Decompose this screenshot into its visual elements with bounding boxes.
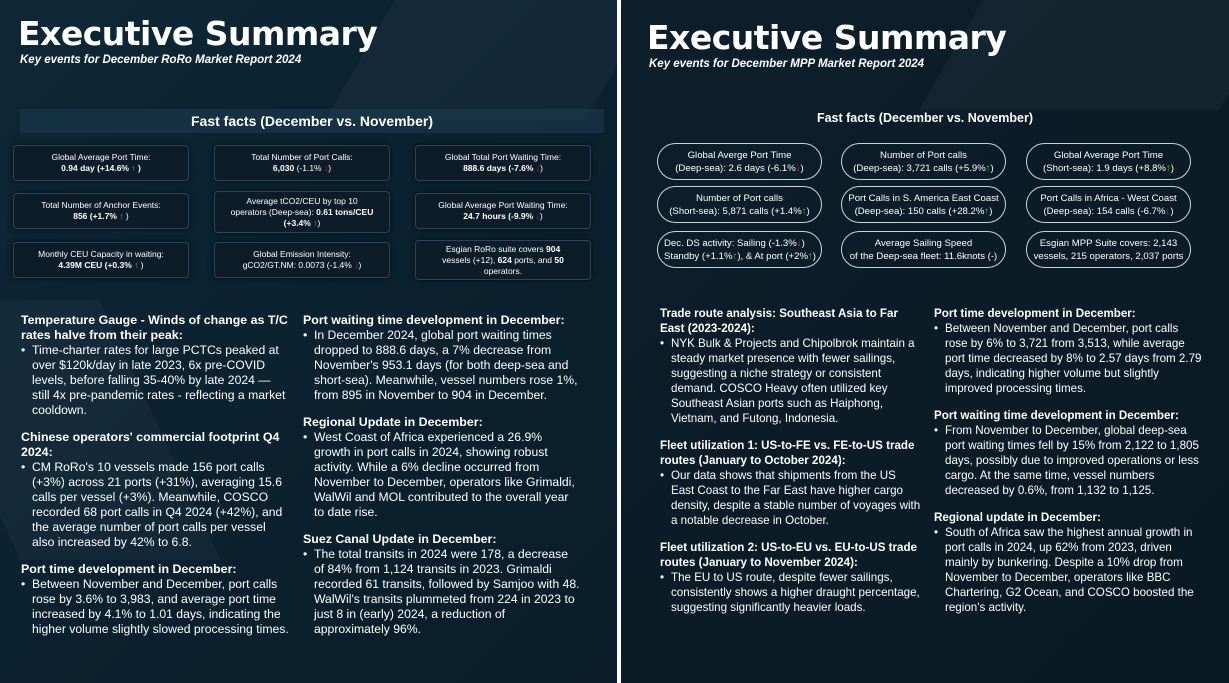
pill-value: vessels, 215 operators, 2,037 ports [1033,250,1184,262]
fact-label: Global Total Port Waiting Time: [444,152,562,162]
arrow-up-icon: ↑ [984,205,990,217]
section [21,430,289,550]
section-bullet: • Time-charter rates for large PCTCs peaked at over $120k/day in late 2023, 6x pre-COVID levels, before falling 35-40% by late 2024 — still 4x pre-pandemic rates - reflecting a market cooldown. [21,343,289,418]
pill-label: Esgian MPP Suite covers: 2,143 [1039,237,1178,249]
arrow-up-icon: ↑ [131,163,136,173]
section-bullet: • NYK Bulk & Projects and Chipolbrok maintain a steady market presence with fewer sailings, suggesting a niche strategy or consistent demand. COSCO Heavy often utilized key Southeast Asian ports such as Haiphong, Vietnam, and Futong, Indonesia. [660,336,922,426]
section-heading: Regional Update in December: [303,415,483,429]
fact-pill-s-america-east-coast: Port Calls in S. America East Coast (Deep-sea): 150 calls (+28.2%↑) [841,186,1006,223]
pill-value: (Deep-sea): 154 calls (-6.7% [1043,205,1166,217]
fact-value: 0.61 tons/CEU [316,206,374,217]
pill-label: Number of Port calls [696,192,783,204]
section [660,438,922,528]
section [303,415,581,520]
section-bullet: • CM RoRo's 10 vessels made 156 port calls (+3%) across 21 ports (+31%), averaging 15.6 calls per vessel (+3%). Meanwhile, COSCO recorded 68 port calls in Q4 2024 (+42%), and the average number of port calls per vessel also increased by 42% to 6.8. [21,460,289,550]
page-title: Executive Summary [647,18,1007,57]
section-bullet: • In December 2024, global port waiting times dropped to 888.6 days, a 7% decrease from November's 953.1 days (for both deep-sea and short-sea). Meanwhile, vessel numbers rose 1%, from 895 in November to 904 in December. [303,328,581,403]
section-bullet: • Our data shows that shipments from the US East Coast to the Far East have higher cargo density, despite a stable number of voyages with a notable decrease in October. [660,468,922,528]
section [934,408,1204,498]
pill-value: ), & At port (+2% [737,250,808,262]
section [303,313,581,403]
section-heading: Port waiting time development in December: [934,409,1179,422]
fact-label: Global Average Port Waiting Time: [438,200,568,210]
fact-card-anchor-events: Total Number of Anchor Events: 856 (+1.7% ↑ ) [13,193,189,229]
section-heading: Fleet utilization 2: US-to-EU vs. EU-to-US trade routes (January to November 2024): [660,541,918,569]
arrow-up-icon: ↑ [313,217,318,228]
arrow-up-icon: ↑ [119,211,124,221]
fact-pill-shortsea-port-calls: Number of Port calls (Short-sea): 5,871 calls (+1.4%↑) [657,186,822,223]
fact-label: Global Average Port Time: [51,152,151,162]
pill-value: Standby (+1.1% [664,250,733,262]
operator-count: 50 [554,254,564,265]
left-column-1 [21,313,289,649]
section [21,562,289,637]
fact-pill-shortsea-port-time: Global Average Port Time (Short-sea): 1.9 days (+8.8%↑) [1026,143,1191,180]
fast-facts-heading: Fast facts (December vs. November) [816,111,1034,125]
arrow-up-icon: ↑ [801,205,807,217]
section-heading: Port time development in December: [21,562,237,576]
fact-label: Total Number of Anchor Events: [41,200,161,210]
fast-facts-heading: Fast facts (December vs. November) [20,109,604,133]
arrow-down-icon: ↓ [796,237,802,249]
fact-label: Global Emission Intensity: [253,249,351,259]
fact-label: Average tCO2/CEU by top 10 [246,195,358,206]
pill-value: (Short-sea): 5,871 calls (+1.4% [669,205,802,217]
left-column-2 [303,313,581,649]
fact-card-tco2-ceu: Average tCO2/CEU by top 10 operators (Deep-sea): 0.61 tons/CEU (+3.4% ↑) [214,191,390,233]
page-subtitle: Key events for December MPP Market Report 2024 [649,58,925,70]
fact-text: ports, and [511,254,555,265]
section [303,532,581,637]
fact-card-avg-waiting-time: Global Average Port Waiting Time: 24.7 hours (-9.9% ↓) [415,193,591,229]
fact-label-2: operators (Deep-sea): [230,206,317,217]
arrow-down-icon: ↓ [1165,205,1171,217]
fact-card-emission-intensity: Global Emission Intensity: gCO2/GT.NM: 0.0073 (-1.4% ↓) [214,242,390,278]
arrow-down-icon: ↓ [354,260,359,270]
section-heading: Fleet utilization 1: US-to-FE vs. FE-to-US trade routes (January to October 2024): [660,439,915,467]
arrow-down-icon: ↓ [535,163,541,173]
pill-label: Port Calls in S. America East Coast [848,192,999,204]
pill-label: Port Calls in Africa - West Coast [1040,192,1177,204]
section [660,540,922,615]
pill-label: Number of Port calls [880,149,967,161]
right-column-1 [660,306,922,627]
fact-label: Total Number of Port Calls: [251,152,353,162]
fact-pill-sailing-speed [841,231,1006,268]
section-bullet: • From November to December, global deep-sea port waiting times fell by 15% from 2,122 to 1,805 days, possibly due to improved operations or less cargo. At the same time, vessel numbers decreased by 0.6%, from 1,132 to 1,125. [934,423,1204,498]
section-heading: Chinese operators' commercial footprint Q4 2024: [21,430,280,459]
fact-pill-deepsea-port-time: Global Averge Port Time (Deep-sea): 2.6 days (-6.1%↓) [657,143,822,180]
fact-text: operators. [483,265,523,276]
section-bullet: • Between November and December, port calls rose by 6% to 3,721 from 3,513, while average port time decreased by 8% to 2.57 days from 2.79 days, indicating higher volume but slightly improved processing times. [934,321,1204,396]
arrow-up-icon: ↑ [808,250,813,262]
fact-label: Esgian RoRo suite covers [445,243,546,254]
section-heading: Temperature Gauge - Winds of change as T/C rates halve from their peak: [21,313,288,342]
page-subtitle: Key events for December RoRo Market Report 2024 [20,54,302,66]
fact-card-total-waiting-time: Global Total Port Waiting Time: 888.6 days (-7.6% ↓) [415,145,591,181]
pill-value: (Deep-sea): 150 calls (+28.2% [854,205,985,217]
vessel-count: 904 [545,243,561,254]
arrow-down-icon: ↓ [535,211,540,221]
arrow-up-icon: ↑ [985,162,991,174]
pill-value: (Deep-sea): 2.6 days (-6.1% [675,162,796,174]
fact-value: 24.7 hours (-9.9% [463,211,534,221]
port-count: 624 [497,254,512,265]
section-bullet: • South of Africa saw the highest annual growth in port calls in 2024, up 62% from 2023, driven mainly by bunkering. Despite a 10% drop from November to December, operators like BBC Chartering, G2 Ocean, and COSCO boosted the region's activity. [934,525,1204,615]
section-bullet: • The total transits in 2024 were 178, a decrease of 84% from 1,124 transits in 2023. Grimaldi recorded 61 transits, followed by Samjoo with 48. WalWil's transits plummeted from 224 in 2023 to just 8 in (early) 2024, a reduction of approximately 96%. [303,547,581,637]
section [21,313,289,418]
fact-label: Monthly CEU Capacity in waiting: [38,249,164,259]
fact-card-ceu-capacity: Monthly CEU Capacity in waiting: 4.39M CEU (+0.3% ↑ ) [13,242,189,278]
section-heading: Suez Canal Update in December: [303,532,497,546]
fact-change: (-1.1% [296,163,322,173]
section-heading: Port time development in December: [934,307,1136,320]
pill-label: Global Average Port Time [1053,149,1164,161]
pill-value: (Deep-sea): 3,721 calls (+5.9% [853,162,986,174]
section-bullet: • Between November and December, port calls rose by 3.6% to 3,983, and average port time increased by 4.1% to 1.01 days, indicating the higher volume slightly slowed processing times. [21,577,289,637]
arrow-up-icon: ↑ [134,260,139,270]
arrow-up-icon: ↑ [1165,162,1171,174]
fact-pill-ds-activity: Dec. DS activity: Sailing (-1.3%↓) Standby (+1.1%↑), & At port (+2%↑) [657,231,822,268]
fact-text: vessels (+12), [442,254,498,265]
right-column-2 [934,306,1204,627]
pill-label: Average Sailing Speed [874,237,973,249]
arrow-down-icon: ↓ [795,162,801,174]
pill-label: Global Averge Port Time [687,149,792,161]
section [660,306,922,426]
section-heading: Regional update in December: [934,511,1101,524]
pill-label: Dec. DS activity: Sailing (-1.3% [664,237,797,249]
fact-value: 4.39M CEU (+0.3% [58,260,132,270]
fact-card-port-calls: Total Number of Port Calls: 6,030 (-1.1% ↓) [214,145,390,181]
fact-close-paren: ) [135,163,141,173]
section-bullet: • West Coast of Africa experienced a 26.9% growth in port calls in 2024, showing robust activity. While a 6% decline occurred from November to December, operators like Grimaldi, WalWil and MOL contributed to the overall year to date rise. [303,430,581,520]
fact-value: 6,030 [272,163,295,173]
fact-change: (+3.4% [283,217,311,228]
section [934,510,1204,615]
arrow-down-icon: ↓ [323,163,329,173]
section [934,306,1204,396]
pill-value: of the Deep-sea fleet: 11.6knots (-) [849,250,998,262]
fact-value: 888.6 days (-7.6% [463,163,534,173]
section-heading: Port waiting time development in December: [303,313,565,327]
fact-card-suite-coverage [415,240,591,280]
page-title: Executive Summary [18,14,378,53]
fact-card-avg-port-time [13,145,189,181]
fact-value: gCO2/GT.NM: 0.0073 (-1.4% [242,260,352,270]
arrow-up-icon: ↑ [732,250,738,262]
fact-pill-africa-west-coast: Port Calls in Africa - West Coast (Deep-sea): 154 calls (-6.7%↓) [1026,186,1191,223]
section-heading: Trade route analysis: Southeast Asia to Far East (2023-2024): [660,307,898,335]
fact-pill-suite-coverage [1026,231,1191,268]
section-bullet: • The EU to US route, despite fewer sailings, consistently shows a higher draught percentage, suggesting significantly heavier loads. [660,570,922,615]
pill-value: (Short-sea): 1.9 days (+8.8% [1043,162,1166,174]
fact-value: 0.94 day (+14.6% [61,163,129,173]
fact-pill-deepsea-port-calls: Number of Port calls (Deep-sea): 3,721 calls (+5.9%↑) [841,143,1006,180]
fact-value: 856 (+1.7% [73,211,117,221]
mpp-summary-panel [621,0,1229,683]
